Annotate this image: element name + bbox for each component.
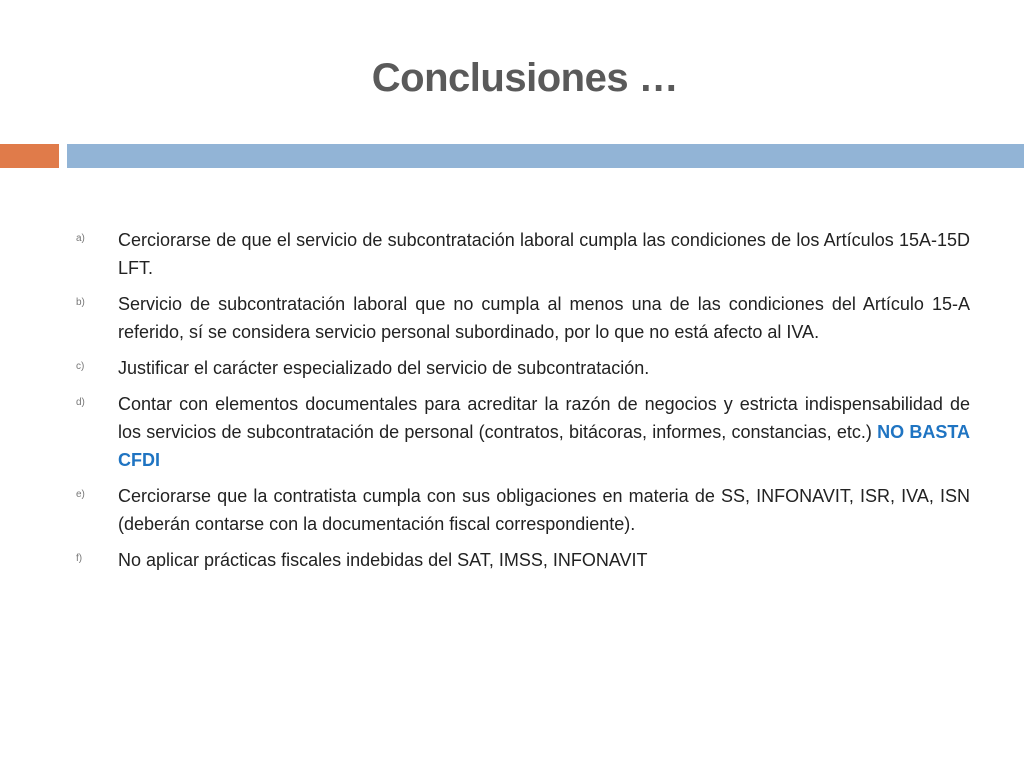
slide-title: Conclusiones … (371, 56, 679, 100)
list-marker: f) (76, 553, 83, 564)
no-basta-cfdi-highlight: NO BASTA CFDI (118, 422, 970, 470)
conclusions-list (76, 226, 970, 582)
list-marker: d) (76, 397, 85, 408)
accent-bar-blue (67, 144, 1024, 168)
list-marker: c) (76, 361, 85, 372)
list-marker: a) (76, 233, 85, 244)
list-item-text: Servicio de subcontratación laboral que no cumpla al menos una de las condiciones del Artículo 15-A referido, sí se considera servicio personal subordinado, por lo que no está afecto al IVA. (118, 294, 970, 342)
list-item-d (76, 390, 970, 474)
list-marker: b) (76, 297, 85, 308)
list-item-a (76, 226, 970, 282)
list-item-text: Contar con elementos documentales para acreditar la razón de negocios y estricta indispensabilidad de los servicios de subcontratación de personal (contratos, bitácoras, informes, constancias, etc.) (118, 394, 970, 442)
list-item-text: Cerciorarse que la contratista cumpla con sus obligaciones en materia de SS, INFONAVIT, ISR, IVA, ISN (deberán contarse con la documentación fiscal correspondiente). (118, 486, 970, 534)
list-item-b (76, 290, 970, 346)
list-item-text-wrapper (118, 390, 970, 474)
list-item-text: No aplicar prácticas fiscales indebidas del SAT, IMSS, INFONAVIT (118, 550, 648, 570)
list-item-text: Justificar el carácter especializado del servicio de subcontratación. (118, 358, 650, 378)
list-item-c (76, 354, 970, 382)
list-marker: e) (76, 489, 85, 500)
list-item-f (76, 546, 970, 574)
accent-bar-orange (0, 144, 59, 168)
list-item-text: Cerciorarse de que el servicio de subcontratación laboral cumpla las condiciones de los Artículos 15A-15D LFT. (118, 230, 970, 278)
list-item-e (76, 482, 970, 538)
